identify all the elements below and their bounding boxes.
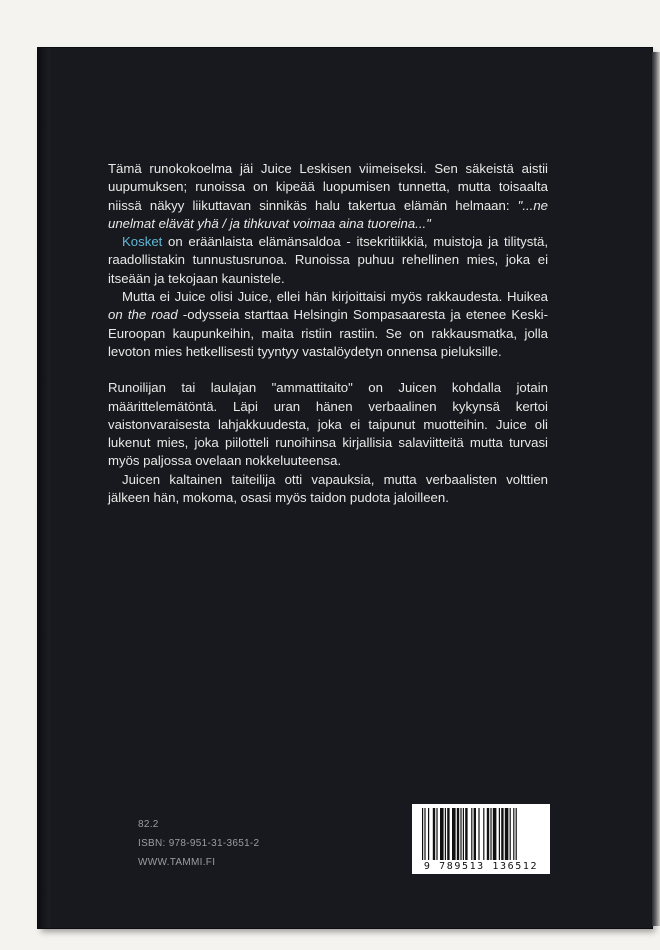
paragraph-gap (108, 361, 548, 379)
poem-quote: "...ne unelmat elävät yhä / ja tihkuvat voimaa aina tuoreina..." (108, 197, 548, 231)
blurb-paragraph-4: Runoilijan tai laulajan "ammattitaito" on Juicen kohdalla jotain määrittelemätöntä. Läpi uran hänen verbaalinen kykynsä kertoi vaistonvaraisesta lahjakkuudesta, joka ei taipunut muotteihin. Juice oli lukenut mies, joka piilotteli runoihinsa kirjallisia salaviitteitä mutta turvasi myös paljossa ovelaan nokkeluuteensa. (108, 380, 548, 469)
isbn-barcode (412, 804, 550, 874)
blurb-paragraph-5: Juicen kaltainen taiteilija otti vapauksia, mutta verbaalisten volttien jälkeen hän, mokoma, osasi myös taidon pudota jaloilleen. (108, 471, 548, 506)
blurb-paragraph-1: Tämä runokokoelma jäi Juice Leskisen viimeiseksi. Sen säkeistä aistii uupumuksen; runoissa on kipeää luopumisen tunnetta, mutta toisaalta niissä näkyy liikuttavan sinnikäs halu takertua elämän helmaan: "...ne unelmat elävät yhä / ja tihkuvat voimaa aina tuoreina..." (108, 161, 548, 231)
blurb-paragraph-3: Mutta ei Juice olisi Juice, ellei hän kirjoittaisi myös rakkaudesta. Huikea on the road -odysseia starttaa Helsingin Sompasaaresta ja etenee Keski-Euroopan kaupunkeihin, maita ristiin rastiin. Se on rakkausmatka, jolla levoton mies hetkellisesti tyyntyy vastalöydetyn onnensa pieluksille. (108, 289, 548, 359)
blurb-text (108, 160, 548, 507)
publisher-website: WWW.TAMMI.FI (138, 857, 216, 868)
book-title-highlight: Kosket (122, 234, 163, 250)
cover-edge (38, 48, 50, 928)
barcode-bars (412, 804, 550, 862)
barcode-digits: 9 789513 136512 (423, 861, 539, 872)
isbn-number: ISBN: 978-951-31-3651-2 (138, 838, 260, 849)
classification-code: 82.2 (138, 819, 159, 830)
publication-info (138, 815, 259, 872)
blurb-paragraph-2: Kosket on eräänlaista elämänsaldoa - itsekritiikkiä, muistoja ja tilitystä, raadollistakin tunnustusrunoa. Runoissa puhuu rehellinen mies, joka ei itseään ja tekojaan kaunistele. (108, 234, 548, 286)
